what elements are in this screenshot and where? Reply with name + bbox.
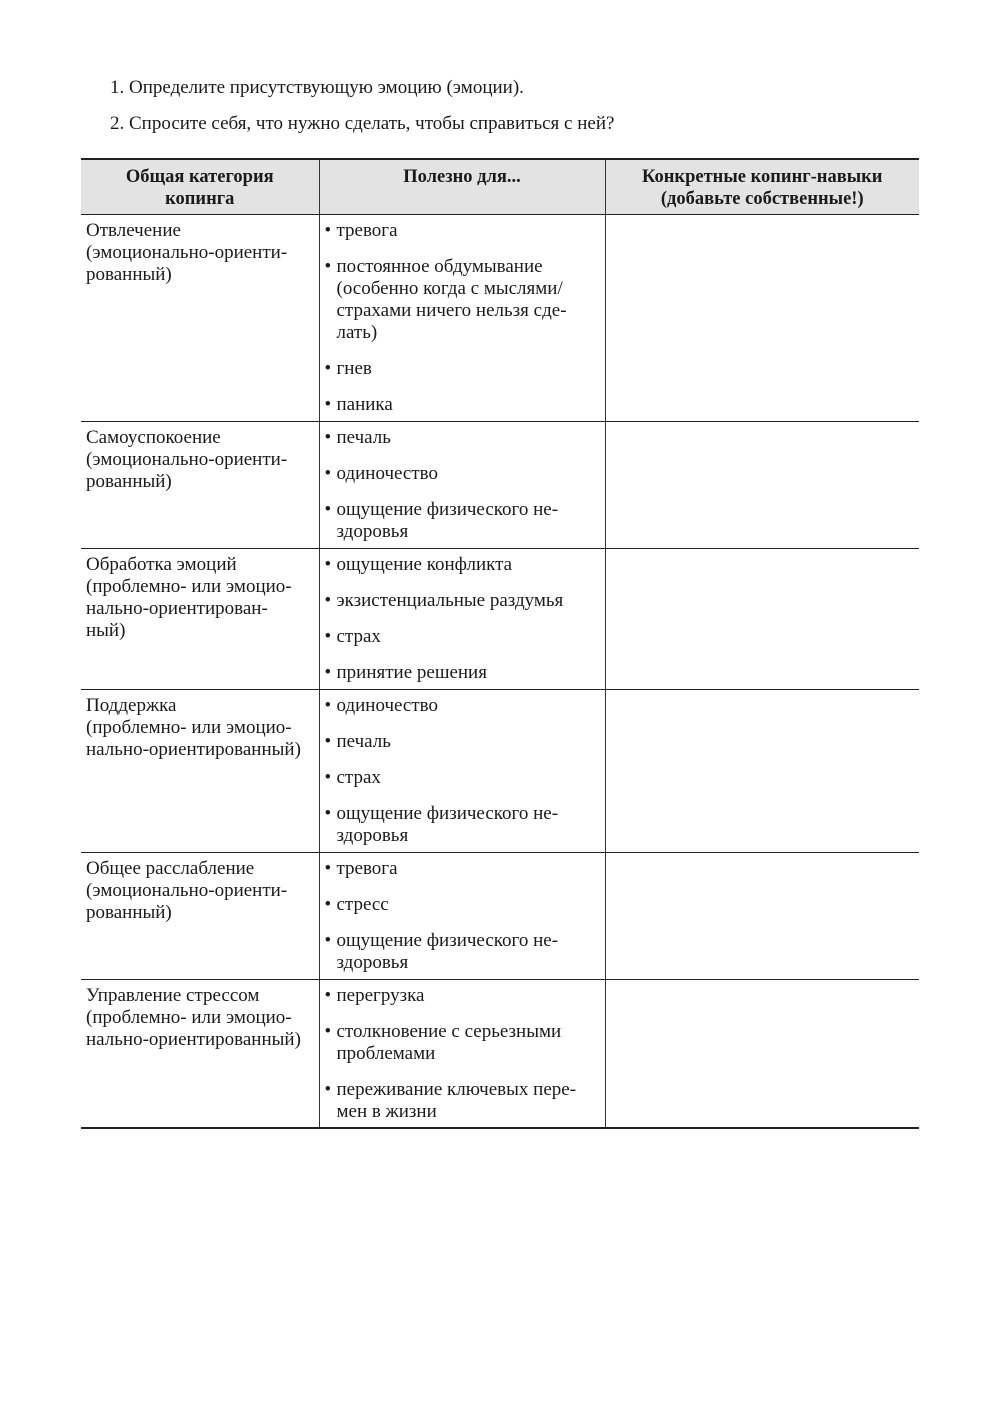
useful-for-cell (319, 853, 605, 980)
category-name: Поддержка (86, 695, 177, 716)
list-item: • одиночество (325, 695, 599, 717)
coping-table-body (81, 215, 919, 1129)
list-item: • ощущение физического не- здоровья (325, 803, 599, 847)
category-name: Общее расслабление (86, 858, 255, 879)
category-name: Обработка эмоций (86, 554, 237, 575)
header-useful-for: Полезно для... (319, 159, 605, 215)
skills-cell[interactable] (605, 980, 919, 1129)
list-item: • страх (325, 767, 599, 789)
category-name: Самоуспокоение (86, 427, 221, 448)
category-type: (проблемно- или эмоцио- нально-ориентированный) (86, 1007, 301, 1050)
list-item: • перегрузка (325, 985, 599, 1007)
useful-for-cell (319, 215, 605, 422)
skills-cell[interactable] (605, 853, 919, 980)
list-item: • печаль (325, 427, 599, 449)
skills-cell[interactable] (605, 549, 919, 690)
useful-for-cell (319, 549, 605, 690)
instructions-list (110, 76, 614, 148)
category-name: Управление стрессом (86, 985, 260, 1006)
category-name: Отвлечение (86, 220, 181, 241)
skills-cell[interactable] (605, 215, 919, 422)
category-cell (81, 549, 319, 690)
category-cell (81, 422, 319, 549)
header-category: Общая категория копинга (81, 159, 319, 215)
instruction-step-2: 2. Спросите себя, что нужно сделать, чтобы справиться с ней? (110, 113, 615, 134)
list-item: • ощущение конфликта (325, 554, 599, 576)
coping-table (81, 158, 919, 1129)
table-row (81, 853, 919, 980)
category-type: (эмоционально-ориенти- рованный) (86, 242, 288, 285)
category-cell (81, 853, 319, 980)
category-type: (эмоционально-ориенти- рованный) (86, 880, 288, 923)
category-type: (проблемно- или эмоцио- нально-ориентированный) (86, 717, 301, 760)
coping-table-header (81, 159, 919, 215)
list-item: • тревога (325, 220, 599, 242)
list-item: • печаль (325, 731, 599, 753)
category-type: (эмоционально-ориенти- рованный) (86, 449, 288, 492)
header-row (81, 159, 919, 215)
list-item: • принятие решения (325, 662, 599, 684)
list-item: • паника (325, 394, 599, 416)
list-item: • экзистенциальные раздумья (325, 590, 599, 612)
list-item: • стресс (325, 894, 599, 916)
category-cell (81, 980, 319, 1129)
category-cell (81, 215, 319, 422)
list-item: • тревога (325, 858, 599, 880)
list-item: • гнев (325, 358, 599, 380)
table-row (81, 215, 919, 422)
table-row (81, 690, 919, 853)
list-item: • ощущение физического не- здоровья (325, 499, 599, 543)
useful-for-cell (319, 980, 605, 1129)
table-row (81, 549, 919, 690)
list-item: • одиночество (325, 463, 599, 485)
list-item: • ощущение физического не- здоровья (325, 930, 599, 974)
table-row (81, 980, 919, 1129)
category-cell (81, 690, 319, 853)
skills-cell[interactable] (605, 690, 919, 853)
header-specific-skills: Конкретные копинг-навыки (добавьте собственные!) (605, 159, 919, 215)
category-type: (проблемно- или эмоцио- нально-ориентирован- ный) (86, 576, 292, 641)
skills-cell[interactable] (605, 422, 919, 549)
useful-for-cell (319, 690, 605, 853)
list-item: • страх (325, 626, 599, 648)
list-item: • постоянное обдумывание (особенно когда с мыслями/ страхами ничего нельзя сде- лать) (325, 256, 599, 344)
instruction-step-1: 1. Определите присутствующую эмоцию (эмоции). (110, 77, 524, 98)
useful-for-cell (319, 422, 605, 549)
list-item: • столкновение с серьезными проблемами (325, 1021, 599, 1065)
table-row (81, 422, 919, 549)
list-item: • переживание ключевых пере- мен в жизни (325, 1079, 599, 1123)
